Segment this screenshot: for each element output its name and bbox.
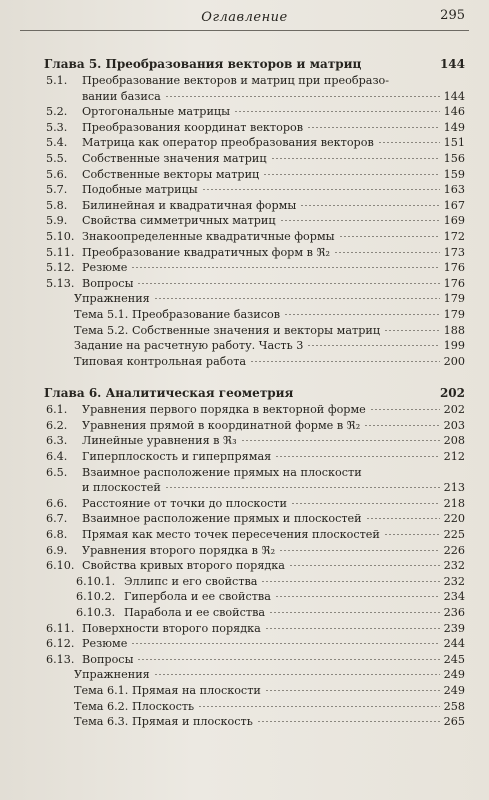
subsection-number: 6.10.1. <box>76 574 116 588</box>
toc-entry <box>44 276 465 292</box>
toc-entry <box>44 418 465 434</box>
topic-number: Тема 5.2. <box>74 323 129 337</box>
leader-dots <box>384 330 440 331</box>
toc-entry <box>44 245 465 261</box>
page-number: 226 <box>443 543 465 557</box>
chapter-label: Глава 5. <box>44 57 102 71</box>
leader-dots <box>137 659 439 660</box>
section-title: Подобные матрицы <box>82 183 198 197</box>
toc-entry <box>44 558 465 574</box>
page-number: 172 <box>443 229 465 243</box>
page-number: 156 <box>443 151 465 165</box>
leader-dots <box>284 314 440 315</box>
topic-title: Преобразование базисов <box>132 307 280 321</box>
section-title: Линейные уравнения в ℜ₃ <box>82 434 237 448</box>
page-number: 265 <box>443 715 465 729</box>
page-number: 232 <box>443 574 465 588</box>
section-number: 6.9. <box>46 543 68 557</box>
page-number: 149 <box>443 120 465 134</box>
section-title: Уравнения второго порядка в ℜ₂ <box>82 543 276 557</box>
section-number: 5.8. <box>46 198 68 212</box>
leader-dots <box>339 236 440 237</box>
leader-dots <box>241 440 440 441</box>
section-title: Вопросы <box>82 652 134 666</box>
section-title: Вопросы <box>82 276 134 290</box>
leader-dots <box>234 111 440 112</box>
section-number: 6.1. <box>46 403 68 417</box>
topic-title: Прямая и плоскость <box>132 715 253 729</box>
toc-entry <box>44 465 465 496</box>
leader-dots <box>300 205 439 206</box>
section-number: 6.12. <box>46 637 75 651</box>
section-number: 6.5. <box>46 465 68 479</box>
page-number: 146 <box>443 105 465 119</box>
toc-entry <box>44 198 465 214</box>
toc-entry <box>44 714 465 730</box>
page-number: 225 <box>443 528 465 542</box>
page-number: 232 <box>443 559 465 573</box>
section-title: Уравнения прямой в координатной форме в ℜ₂ <box>82 418 361 432</box>
section-number: 6.7. <box>46 512 68 526</box>
page-number: 200 <box>443 354 465 368</box>
leader-dots <box>137 283 439 284</box>
subsection-number: 6.10.2. <box>76 590 116 604</box>
page-number: 258 <box>443 699 465 713</box>
toc-entry <box>44 73 465 104</box>
toc-entry <box>44 307 465 323</box>
leader-dots <box>257 721 440 722</box>
page-number: 144 <box>443 89 465 103</box>
leader-dots <box>366 518 440 519</box>
section-number: 5.11. <box>46 245 75 259</box>
page-number: 208 <box>443 434 465 448</box>
page-number: 218 <box>443 496 465 510</box>
toc-entry <box>44 182 465 198</box>
page-number: 199 <box>443 339 465 353</box>
running-head-page-number: 295 <box>440 8 465 23</box>
section-number: 5.6. <box>46 167 68 181</box>
assignment-title: Задание на расчетную работу. Часть 3 <box>74 339 304 353</box>
page-number: 163 <box>443 183 465 197</box>
leader-dots <box>250 361 440 362</box>
toc-entry <box>44 167 465 183</box>
page-number: 249 <box>443 683 465 697</box>
section-title: Преобразования координат векторов <box>82 120 304 134</box>
page-number: 176 <box>443 261 465 275</box>
toc-entry <box>44 104 465 120</box>
topic-number: Тема 6.1. <box>74 683 129 697</box>
page-number: 236 <box>443 606 465 619</box>
section-title: Поверхности второго порядка <box>82 621 261 635</box>
subsection-title: Эллипс и его свойства <box>124 574 258 588</box>
page-number: 249 <box>443 668 465 682</box>
section-title: Резюме <box>82 261 128 275</box>
leader-dots <box>289 565 440 566</box>
chapter-heading <box>44 385 465 402</box>
page-number: 159 <box>443 167 465 181</box>
section-number: 5.7. <box>46 183 68 197</box>
section-title: Расстояние от точки до плоскости <box>82 496 287 510</box>
leader-dots <box>265 690 440 691</box>
toc-entry <box>44 589 465 605</box>
section-number: 5.13. <box>46 276 75 290</box>
section-number: 6.6. <box>46 496 68 510</box>
toc-entry <box>44 135 465 151</box>
leader-dots <box>263 174 439 175</box>
toc-entry <box>44 621 465 637</box>
chapter-title: Преобразования векторов и матриц <box>105 57 362 71</box>
page-number: 167 <box>443 198 465 212</box>
section-title-line2: вании базиса <box>82 89 161 103</box>
section-title: Резюме <box>82 637 128 651</box>
leader-dots <box>131 643 439 644</box>
topic-number: Тема 6.3. <box>74 715 129 729</box>
section-title-line2: и плоскостей <box>82 481 161 495</box>
section-title: Гиперплоскость и гиперпрямая <box>82 450 272 464</box>
section-title: Прямая как место точек пересечения плоскостей <box>82 528 380 542</box>
section-number: 5.1. <box>46 74 68 87</box>
leader-dots <box>265 628 440 629</box>
page-number: 151 <box>443 136 465 150</box>
leader-dots <box>291 503 440 504</box>
toc-entry <box>44 667 465 683</box>
section-number: 5.10. <box>46 229 75 243</box>
section-title: Билинейная и квадратичная формы <box>82 198 297 212</box>
section-number: 5.12. <box>46 261 75 275</box>
topic-title: Прямая на плоскости <box>132 683 261 697</box>
page-number: 202 <box>443 403 465 417</box>
page-number: 144 <box>439 57 465 71</box>
toc-entry <box>44 683 465 699</box>
section-number: 6.10. <box>46 559 75 573</box>
table-of-contents <box>44 56 465 730</box>
leader-dots <box>165 96 440 97</box>
toc-entry <box>44 338 465 354</box>
leader-dots <box>307 345 439 346</box>
toc-entry <box>44 120 465 136</box>
section-title: Собственные векторы матриц <box>82 167 260 181</box>
section-title: Свойства кривых второго порядка <box>82 559 285 573</box>
leader-dots <box>365 64 436 65</box>
toc-entry <box>44 229 465 245</box>
test-title: Типовая контрольная работа <box>74 354 247 368</box>
subsection-title: Парабола и ее свойства <box>124 606 266 619</box>
toc-entry <box>44 574 465 590</box>
page-number: 234 <box>443 590 465 604</box>
leader-dots <box>261 581 439 582</box>
section-title-line1: Взаимное расположение прямых на плоскости <box>82 465 362 479</box>
topic-title: Плоскость <box>132 699 195 713</box>
page-number: 239 <box>443 621 465 635</box>
page-number: 212 <box>443 450 465 464</box>
subsection-title: Гипербола и ее свойства <box>124 590 271 604</box>
section-title: Собственные значения матриц <box>82 151 267 165</box>
section-number: 6.2. <box>46 418 68 432</box>
topic-number: Тема 5.1. <box>74 307 129 321</box>
toc-entry <box>44 652 465 668</box>
page-number: 245 <box>443 652 465 666</box>
topic-number: Тема 6.2. <box>74 699 129 713</box>
exercises-title: Упражнения <box>74 292 150 306</box>
page-number: 179 <box>443 292 465 306</box>
section-title: Ортогональные матрицы <box>82 105 230 119</box>
leader-dots <box>334 252 440 253</box>
chapter-heading <box>44 56 465 73</box>
page-number: 176 <box>443 276 465 290</box>
section-number: 6.3. <box>46 434 68 448</box>
exercises-title: Упражнения <box>74 668 150 682</box>
leader-dots <box>154 674 440 675</box>
section-title: Преобразование квадратичных форм в ℜ₂ <box>82 245 331 259</box>
section-title: Знакоопределенные квадратичные формы <box>82 229 335 243</box>
section-number: 6.8. <box>46 528 68 542</box>
section-number: 6.13. <box>46 652 75 666</box>
page-number: 173 <box>443 245 465 259</box>
leader-dots <box>378 142 440 143</box>
toc-entry <box>44 605 465 621</box>
chapter-label: Глава 6. <box>44 386 102 401</box>
leader-dots <box>202 189 440 190</box>
leader-dots <box>370 409 440 410</box>
toc-entry <box>44 323 465 339</box>
toc-entry <box>44 260 465 276</box>
toc-entry <box>44 291 465 307</box>
section-number: 5.2. <box>46 105 68 119</box>
toc-entry <box>44 699 465 715</box>
page-number: 203 <box>443 418 465 432</box>
leader-dots <box>198 706 440 707</box>
toc-entry <box>44 636 465 652</box>
page-number: 169 <box>443 214 465 228</box>
page-number: 244 <box>443 637 465 651</box>
topic-title: Собственные значения и векторы матриц <box>132 323 381 337</box>
toc-entry <box>44 402 465 418</box>
running-head <box>20 6 469 31</box>
leader-dots <box>154 298 440 299</box>
section-title: Матрица как оператор преобразования векторов <box>82 136 374 150</box>
leader-dots <box>165 487 440 488</box>
section-number: 5.9. <box>46 214 68 228</box>
toc-entry <box>44 433 465 449</box>
leader-dots <box>297 393 436 394</box>
leader-dots <box>269 612 440 613</box>
leader-dots <box>275 596 440 597</box>
leader-dots <box>280 220 440 221</box>
section-title: Взаимное расположение прямых и плоскостей <box>82 512 362 526</box>
section-title-line1: Преобразование векторов и матриц при преобразо- <box>82 74 390 87</box>
leader-dots <box>131 267 439 268</box>
toc-entry <box>44 213 465 229</box>
toc-entry <box>44 527 465 543</box>
section-title: Уравнения первого порядка в векторной форме <box>82 403 366 417</box>
section-number: 5.5. <box>46 151 68 165</box>
section-number: 5.3. <box>46 120 68 134</box>
section-number: 5.4. <box>46 136 68 150</box>
section-title: Свойства симметричных матриц <box>82 214 276 228</box>
leader-dots <box>279 550 440 551</box>
toc-entry <box>44 449 465 465</box>
subsection-number: 6.10.3. <box>76 606 116 619</box>
leader-dots <box>364 425 439 426</box>
toc-entry <box>44 543 465 559</box>
toc-entry <box>44 511 465 527</box>
leader-dots <box>275 456 439 457</box>
section-number: 6.11. <box>46 621 75 635</box>
page-number: 213 <box>443 481 465 495</box>
page-number: 220 <box>443 512 465 526</box>
chapter-title: Аналитическая геометрия <box>105 386 294 401</box>
section-number: 6.4. <box>46 450 68 464</box>
toc-entry <box>44 354 465 370</box>
leader-dots <box>307 127 440 128</box>
leader-dots <box>271 158 440 159</box>
running-head-title: Оглавление <box>201 10 288 25</box>
page-number: 179 <box>443 307 465 321</box>
page-number: 188 <box>443 323 465 337</box>
leader-dots <box>384 534 440 535</box>
toc-entry <box>44 151 465 167</box>
page-number: 202 <box>439 386 465 401</box>
toc-entry <box>44 496 465 512</box>
